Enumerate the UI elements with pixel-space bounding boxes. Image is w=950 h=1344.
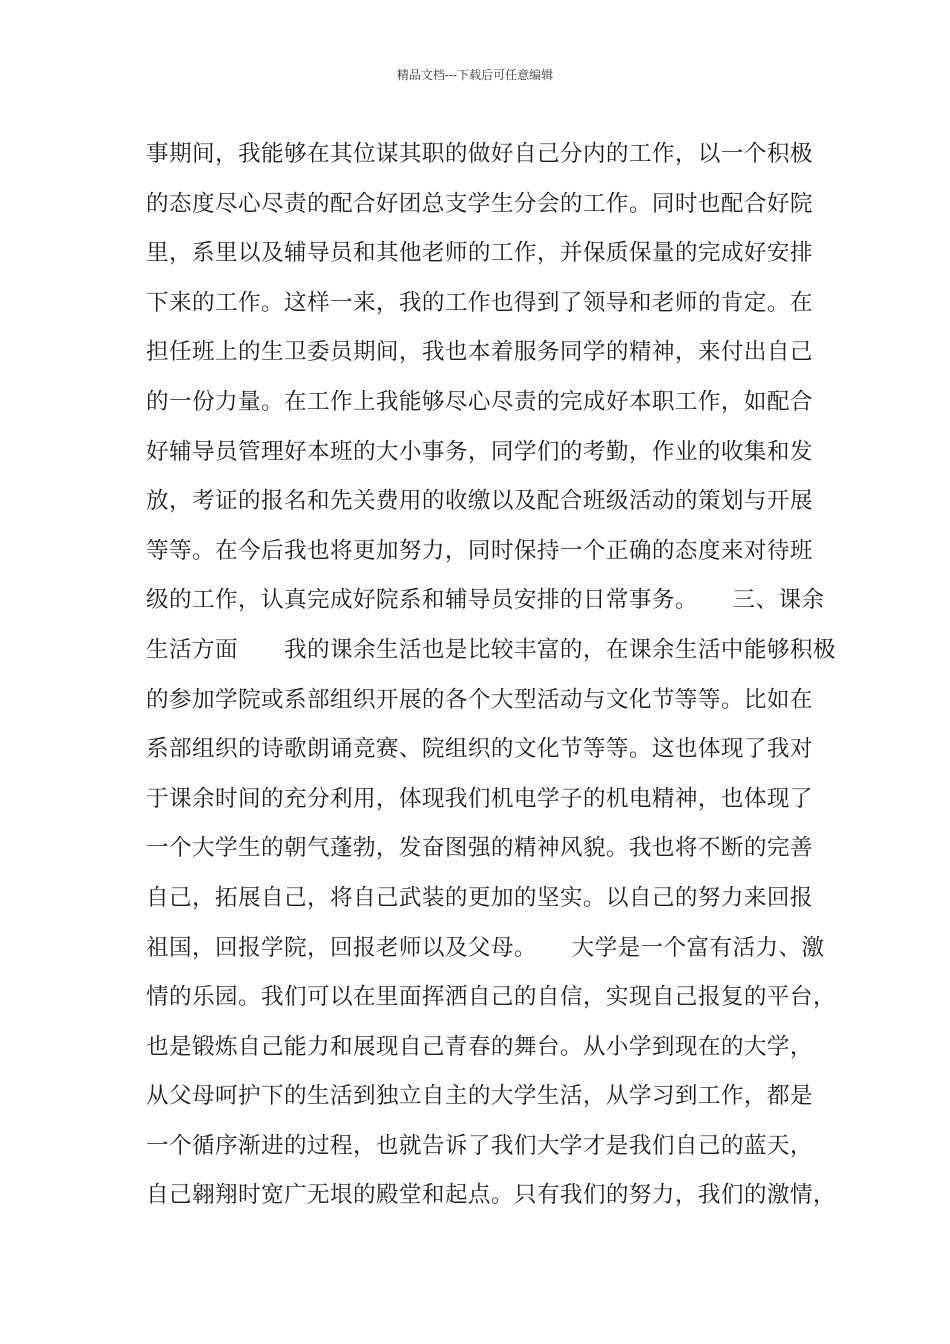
text-line: 自己翱翔时宽广无垠的殿堂和起点。只有我们的努力，我们的激情， (146, 1182, 836, 1209)
text-line: 自己，拓展自己，将自己武装的更加的坚实。以自己的努力来回报 (146, 884, 813, 911)
page-header: 精品文档---下载后可任意编辑 (396, 68, 554, 82)
text-line: 生活方面 我的课余生活也是比较丰富的，在课余生活中能够积极 (146, 636, 836, 663)
text-line: 于课余时间的充分利用，体现我们机电学子的机电精神，也体现了 (146, 785, 813, 812)
text-line: 一个大学生的朝气蓬勃，发奋图强的精神风貌。我也将不断的完善 (146, 835, 813, 862)
body-text (146, 130, 836, 1221)
text-line: 一个循序渐进的过程，也就告诉了我们大学才是我们自己的蓝天， (146, 1132, 813, 1159)
text-line: 级的工作，认真完成好院系和辅导员安排的日常事务。 三、课余 (146, 587, 825, 614)
text-line: 系部组织的诗歌朗诵竞赛、院组织的文化节等等。这也体现了我对 (146, 736, 813, 763)
text-line: 里，系里以及辅导员和其他老师的工作，并保质保量的完成好安排 (146, 240, 813, 267)
text-line: 情的乐园。我们可以在里面挥洒自己的自信，实现自己报复的平台， (146, 984, 836, 1011)
text-line: 的一份力量。在工作上我能够尽心尽责的完成好本职工作，如配合 (146, 388, 813, 415)
text-line: 的参加学院或系部组织开展的各个大型活动与文化节等等。比如在 (146, 686, 813, 713)
text-line: 祖国，回报学院，回报老师以及父母。 大学是一个富有活力、激 (146, 934, 825, 961)
text-line: 事期间，我能够在其位谋其职的做好自己分内的工作，以一个积极 (146, 141, 813, 167)
text-line: 担任班上的生卫委员期间，我也本着服务同学的精神，来付出自己 (146, 339, 813, 366)
text-line: 的态度尽心尽责的配合好团总支学生分会的工作。同时也配合好院 (146, 190, 813, 217)
text-line: 等等。在今后我也将更加努力，同时保持一个正确的态度来对待班 (146, 537, 813, 564)
text-line: 从父母呵护下的生活到独立自主的大学生活，从学习到工作，都是 (146, 1083, 813, 1110)
text-line: 下来的工作。这样一来，我的工作也得到了领导和老师的肯定。在 (146, 289, 813, 316)
text-line: 好辅导员管理好本班的大小事务，同学们的考勤，作业的收集和发 (146, 438, 813, 465)
text-line: 也是锻炼自己能力和展现自己青春的舞台。从小学到现在的大学， (146, 1033, 813, 1060)
text-line: 放，考证的报名和先关费用的收缴以及配合班级活动的策划与开展 (146, 488, 813, 515)
